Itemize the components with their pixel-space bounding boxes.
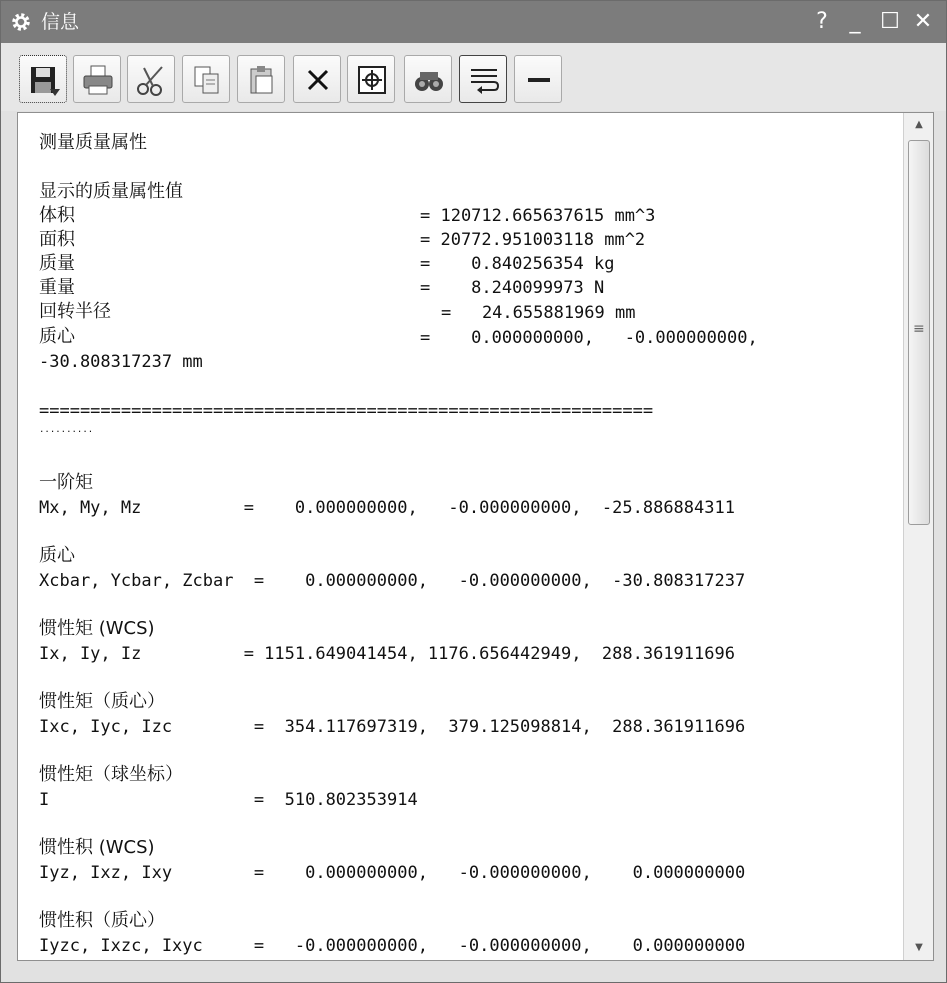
printer-icon (80, 62, 116, 98)
crosshair-icon (354, 62, 390, 98)
group-row: Mx, My, Mz = 0.000000000, -0.000000000, -25.886884311 (39, 498, 735, 518)
prop-label: 体积 (39, 205, 75, 226)
word-wrap-button[interactable] (459, 55, 507, 103)
save-icon (26, 62, 62, 98)
window-title: 信息 (41, 11, 80, 33)
wrap-text-icon (466, 62, 502, 98)
prop-value: = 8.240099973 N (420, 278, 605, 298)
delete-button[interactable] (293, 55, 341, 103)
report-heading: 测量质量属性 (39, 132, 147, 153)
scroll-up-icon[interactable]: ▲ (915, 119, 923, 130)
group-title: 惯性积（质心） (39, 910, 165, 931)
group-title: 惯性矩（质心） (39, 691, 165, 712)
scissors-icon (134, 62, 170, 98)
binoculars-icon (411, 62, 447, 98)
copy-button[interactable] (182, 55, 230, 103)
maximize-button[interactable]: ☐ (880, 9, 900, 34)
centroid-continued: -30.808317237 mm (39, 352, 203, 372)
group-row: Xcbar, Ycbar, Zcbar = 0.000000000, -0.000000000, -30.808317237 (39, 571, 746, 591)
find-button[interactable] (404, 55, 452, 103)
prop-value: = 0.840256354 kg (420, 254, 615, 274)
minus-icon (521, 62, 557, 98)
prop-value: = 20772.951003118 mm^2 (420, 230, 646, 250)
scroll-down-icon[interactable]: ▼ (915, 942, 923, 953)
save-button[interactable] (19, 55, 67, 103)
prop-label: 面积 (39, 229, 75, 250)
close-button[interactable]: ✕ (913, 9, 933, 34)
minimize-button[interactable]: _ (849, 9, 861, 34)
group-row: Ix, Iy, Iz = 1151.649041454, 1176.656442949, 288.361911696 (39, 644, 735, 664)
scroll-thumb[interactable] (908, 140, 930, 525)
group-row: Iyz, Ixz, Ixy = 0.000000000, -0.000000000, 0.000000000 (39, 863, 746, 883)
prop-label: 质量 (39, 253, 75, 274)
prop-value: = 120712.665637615 mm^3 (420, 206, 656, 226)
group-row: I = 510.802353914 (39, 790, 418, 810)
prop-label: 重量 (39, 277, 75, 298)
clipboard-icon (244, 62, 280, 98)
group-title: 质心 (39, 545, 75, 566)
delete-x-icon (300, 62, 336, 98)
prop-value: = 24.655881969 mm (441, 303, 636, 323)
collapse-button[interactable] (514, 55, 562, 103)
toolbar (1, 43, 946, 111)
help-button[interactable]: ? (816, 9, 828, 34)
prop-value: = 0.000000000, -0.000000000, (420, 328, 758, 348)
copy-icon (189, 62, 225, 98)
group-title: 一阶矩 (39, 472, 93, 493)
cut-button[interactable] (127, 55, 175, 103)
print-button[interactable] (73, 55, 121, 103)
separator-line: ============================================================ (39, 401, 654, 421)
report-content (18, 113, 890, 960)
separator-dots: .......... (39, 425, 94, 435)
group-title: 惯性矩（球坐标） (39, 764, 183, 785)
group-row: Ixc, Iyc, Izc = 354.117697319, 379.125098814, 288.361911696 (39, 717, 746, 737)
gear-icon (9, 10, 33, 34)
prop-label: 质心 (39, 326, 75, 347)
group-title: 惯性矩 (WCS) (39, 618, 155, 639)
title-bar (1, 1, 946, 43)
section-title: 显示的质量属性值 (39, 181, 183, 202)
target-button[interactable] (347, 55, 395, 103)
grip-icon: ≡ (913, 321, 925, 337)
group-title: 惯性积 (WCS) (39, 837, 155, 858)
paste-button[interactable] (237, 55, 285, 103)
info-text-panel[interactable] (17, 112, 934, 961)
prop-label: 回转半径 (39, 301, 111, 322)
vertical-scrollbar[interactable] (903, 113, 934, 960)
group-row: Iyzc, Ixzc, Ixyc = -0.000000000, -0.000000000, 0.000000000 (39, 936, 746, 956)
